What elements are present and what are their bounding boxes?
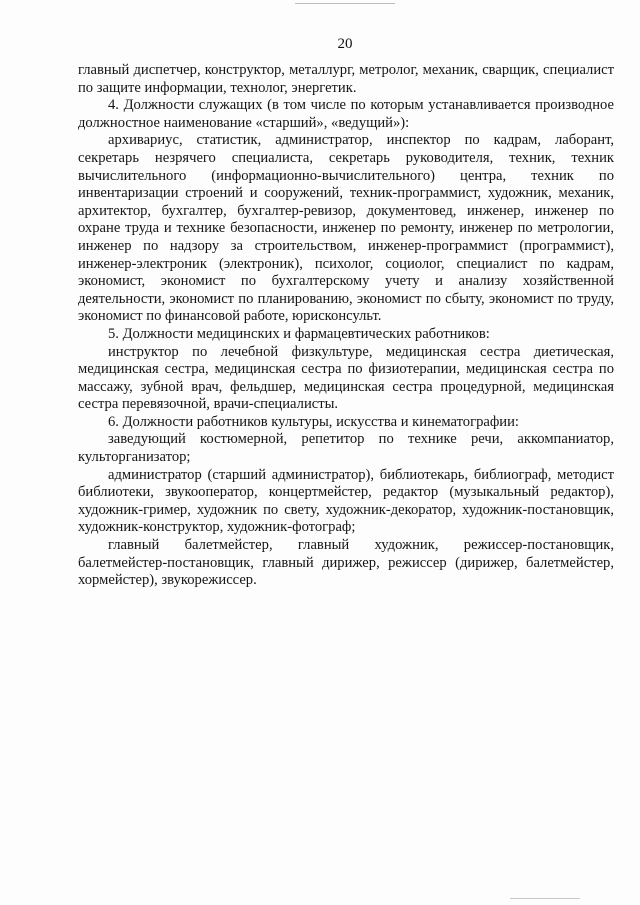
paragraph-section-5-list: инструктор по лечебной физкультуре, медицинская сестра диетическая, медицинская сестра, медицинская сестра по физиотерапии, медицинская сестра по массажу, зубной врач, фельдшер, медицинская сестра процедурной, медицинская сестра перевязочной, врачи-специалисты.	[78, 343, 614, 413]
paragraph-section-6-heading: 6. Должности работников культуры, искусства и кинематографии:	[108, 413, 519, 430]
paragraph-section-5-heading: 5. Должности медицинских и фармацевтических работников:	[108, 325, 490, 342]
paragraph-section-6-list-2: администратор (старший администратор), библиотекарь, библиограф, методист библиотеки, звукооператор, концертмейстер, редактор (музыкальный редактор), художник-гример, художник по свету, художник-декоратор, художник-постановщик, художник-конструктор, художник-фотограф;	[78, 466, 614, 536]
top-edge-line	[295, 3, 395, 4]
paragraph-section-4-list: архивариус, статистик, администратор, инспектор по кадрам, лаборант, секретарь незрячего специалиста, секретарь руководителя, техник, техник вычислительного (информационно-вычислительного) центра, техник по инвентаризации строений и сооружений, техник-программист, художник, механик, архитектор, бухгалтер, бухгалтер-ревизор, документовед, инженер, инженер по охране труда и технике безопасности, инженер по ремонту, инженер по метрологии, инженер по надзору за строительством, инженер-программист (программист), инженер-электроник (электроник), психолог, социолог, специалист по кадрам, экономист, экономист по бухгалтерскому учету и анализу хозяйственной деятельности, экономист по планированию, экономист по сбыту, экономист по труду, экономист по финансовой работе, юрисконсульт.	[78, 132, 614, 325]
paragraph-section-4-heading: 4. Должности служащих (в том числе по которым устанавливается производное должностное наименование «старший», «ведущий»):	[78, 97, 614, 131]
paragraph-section-6-list-3: главный балетмейстер, главный художник, режиссер-постановщик, балетмейстер-постановщик, главный дирижер, режиссер (дирижер, балетмейстер, хормейстер), звукорежиссер.	[78, 537, 614, 589]
paragraph-section-6-list-1: заведующий костюмерной, репетитор по технике речи, аккомпаниатор, культорганизатор;	[78, 431, 614, 466]
bottom-edge-mark	[510, 898, 580, 899]
page-number: 20	[337, 36, 353, 52]
paragraph-continuation-job-list: главный диспетчер, конструктор, металлург, метролог, механик, сварщик, специалист по защите информации, технолог, энергетик.	[78, 62, 614, 96]
body-text	[78, 62, 614, 590]
